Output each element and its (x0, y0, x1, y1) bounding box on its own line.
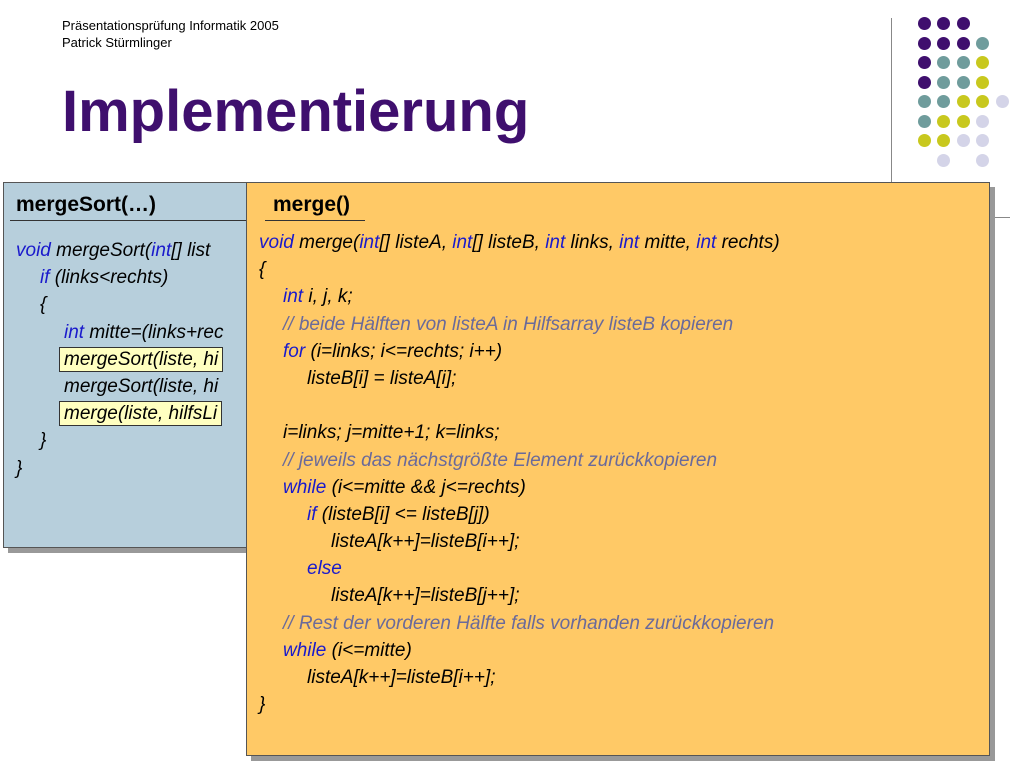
code-token: (i=links; i<=rechts; i++) (305, 340, 503, 362)
code-text (331, 531, 520, 552)
code-text (283, 422, 499, 443)
code-token: i, j, k; (303, 286, 353, 308)
decor-dot (918, 115, 931, 128)
code-line (259, 501, 780, 528)
code-comment: // Rest der vorderen Hälfte falls vorhanden zurückkopieren (283, 612, 775, 634)
merge-panel-title: merge() (273, 193, 351, 216)
code-text (283, 450, 717, 471)
code-token: (listeB[i] <= listeB[j]) (316, 503, 490, 525)
merge-panel (246, 182, 990, 756)
code-line (259, 447, 780, 474)
code-text (283, 341, 502, 362)
code-keyword: int (283, 286, 304, 308)
code-token: merge(liste, hilfsLi (64, 403, 218, 425)
decor-dot (957, 76, 970, 89)
code-line (259, 365, 780, 392)
code-line (259, 555, 780, 582)
slide-title: Implementierung (62, 79, 530, 144)
code-keyword: else (307, 558, 342, 580)
code-line (259, 610, 780, 637)
code-text (307, 558, 342, 579)
decor-dot (957, 17, 970, 30)
decor-dot (937, 56, 950, 69)
code-line (259, 311, 780, 338)
code-line (16, 346, 223, 373)
code-text (64, 376, 218, 397)
code-line (259, 283, 780, 310)
code-keyword: int (545, 232, 566, 253)
mergesort-title-rule (10, 220, 248, 221)
code-text (307, 667, 496, 688)
code-token: listeA[k++]=listeB[j++]; (331, 585, 520, 607)
code-token: (links<rechts) (49, 267, 169, 289)
code-text (64, 322, 223, 343)
decor-dot (957, 115, 970, 128)
decor-dot (937, 76, 950, 89)
decor-dot (976, 37, 989, 50)
code-token (259, 395, 264, 416)
code-keyword: if (40, 267, 50, 289)
code-line (259, 582, 780, 609)
code-line (259, 528, 780, 555)
code-text (331, 585, 520, 606)
code-token: links, (565, 232, 620, 253)
merge-code (259, 229, 780, 718)
code-line (259, 229, 780, 256)
code-token: (i<=mitte) (326, 639, 412, 661)
code-text (40, 267, 168, 288)
code-text (259, 259, 265, 280)
code-text (16, 240, 210, 261)
decor-dot (937, 95, 950, 108)
code-text (307, 368, 456, 389)
code-token: { (40, 294, 47, 316)
mergesort-code (16, 237, 223, 482)
code-text (283, 477, 526, 498)
code-token: } (40, 430, 47, 452)
code-text (16, 458, 22, 479)
code-keyword: if (307, 503, 317, 525)
code-line (16, 237, 223, 264)
highlighted-call (59, 401, 222, 426)
code-text (283, 314, 733, 335)
decor-dot (957, 37, 970, 50)
code-token: rechts) (716, 232, 780, 253)
code-text (40, 430, 46, 451)
code-token: mergeSort( (50, 240, 152, 261)
decor-dot (918, 76, 931, 89)
decor-dot (976, 76, 989, 89)
decor-dot (976, 154, 989, 167)
code-token: mergeSort(liste, hi (64, 375, 219, 397)
decor-dot (918, 134, 931, 147)
code-keyword: int (619, 232, 640, 253)
highlighted-call (59, 347, 223, 372)
code-line (259, 392, 780, 419)
decor-dot (976, 134, 989, 147)
code-token: mitte=(links+rec (84, 321, 224, 343)
code-keyword: int (151, 240, 172, 261)
code-line (16, 291, 223, 318)
code-token: (i<=mitte && j<=rechts) (326, 476, 526, 498)
code-token: } (16, 457, 23, 479)
decor-dot (918, 95, 931, 108)
decor-dot (976, 115, 989, 128)
code-text (259, 694, 265, 715)
code-keyword: int (359, 232, 380, 253)
code-comment: // jeweils das nächstgrößte Element zurückkopieren (283, 449, 718, 471)
code-token: listeB[i] = listeA[i]; (307, 367, 457, 389)
code-comment: // beide Hälften von listeA in Hilfsarray listeB kopieren (283, 313, 734, 335)
code-line (259, 691, 780, 718)
code-line (259, 419, 780, 446)
code-token: i=links; j=mitte+1; k=links; (283, 422, 500, 444)
code-line (16, 373, 223, 400)
mergesort-panel-title: mergeSort(…) (16, 193, 157, 216)
decor-dot (996, 95, 1009, 108)
code-line (259, 664, 780, 691)
code-token: [] listeA, (379, 232, 453, 253)
code-token: merge( (293, 232, 360, 253)
decor-dot (918, 56, 931, 69)
code-text (259, 395, 264, 416)
decor-dot (937, 134, 950, 147)
code-text (259, 232, 780, 253)
code-token: listeA[k++]=listeB[i++]; (307, 667, 496, 688)
code-keyword: int (452, 232, 473, 253)
code-token: [] list (171, 240, 211, 261)
code-token: mitte, (639, 232, 697, 253)
code-text (40, 294, 46, 315)
code-text (283, 286, 353, 307)
code-keyword: for (283, 340, 306, 362)
decor-dot (918, 17, 931, 30)
decor-dot (957, 95, 970, 108)
code-keyword: int (696, 232, 717, 253)
code-line (259, 256, 780, 283)
code-token: listeA[k++]=listeB[i++]; (331, 531, 520, 553)
code-token: mergeSort(liste, hi (64, 348, 219, 370)
code-line (16, 455, 223, 482)
vertical-rule (891, 18, 892, 188)
code-keyword: void (16, 240, 51, 261)
merge-title-rule (265, 220, 365, 221)
code-token: } (259, 694, 266, 716)
code-line (16, 264, 223, 291)
decor-dot (937, 115, 950, 128)
code-token: { (259, 259, 266, 281)
code-text (307, 504, 490, 525)
header-line-2: Patrick Stürmlinger (62, 35, 172, 50)
code-line (259, 637, 780, 664)
header-line-1: Präsentationsprüfung Informatik 2005 (62, 18, 279, 33)
code-keyword: void (259, 232, 294, 253)
code-line (16, 400, 223, 427)
decor-dot (976, 56, 989, 69)
decor-dot (976, 95, 989, 108)
code-keyword: int (64, 321, 85, 343)
code-keyword: while (283, 639, 327, 661)
code-text (283, 613, 774, 634)
decor-dot (937, 17, 950, 30)
code-line (16, 319, 223, 346)
code-line (259, 338, 780, 365)
decor-dot (957, 134, 970, 147)
decor-dot (957, 56, 970, 69)
code-keyword: while (283, 476, 327, 498)
decor-dot (918, 37, 931, 50)
decor-dot (937, 154, 950, 167)
decor-dot (937, 37, 950, 50)
code-token: [] listeB, (472, 232, 546, 253)
code-text (283, 640, 412, 661)
code-line (16, 427, 223, 454)
code-line (259, 474, 780, 501)
